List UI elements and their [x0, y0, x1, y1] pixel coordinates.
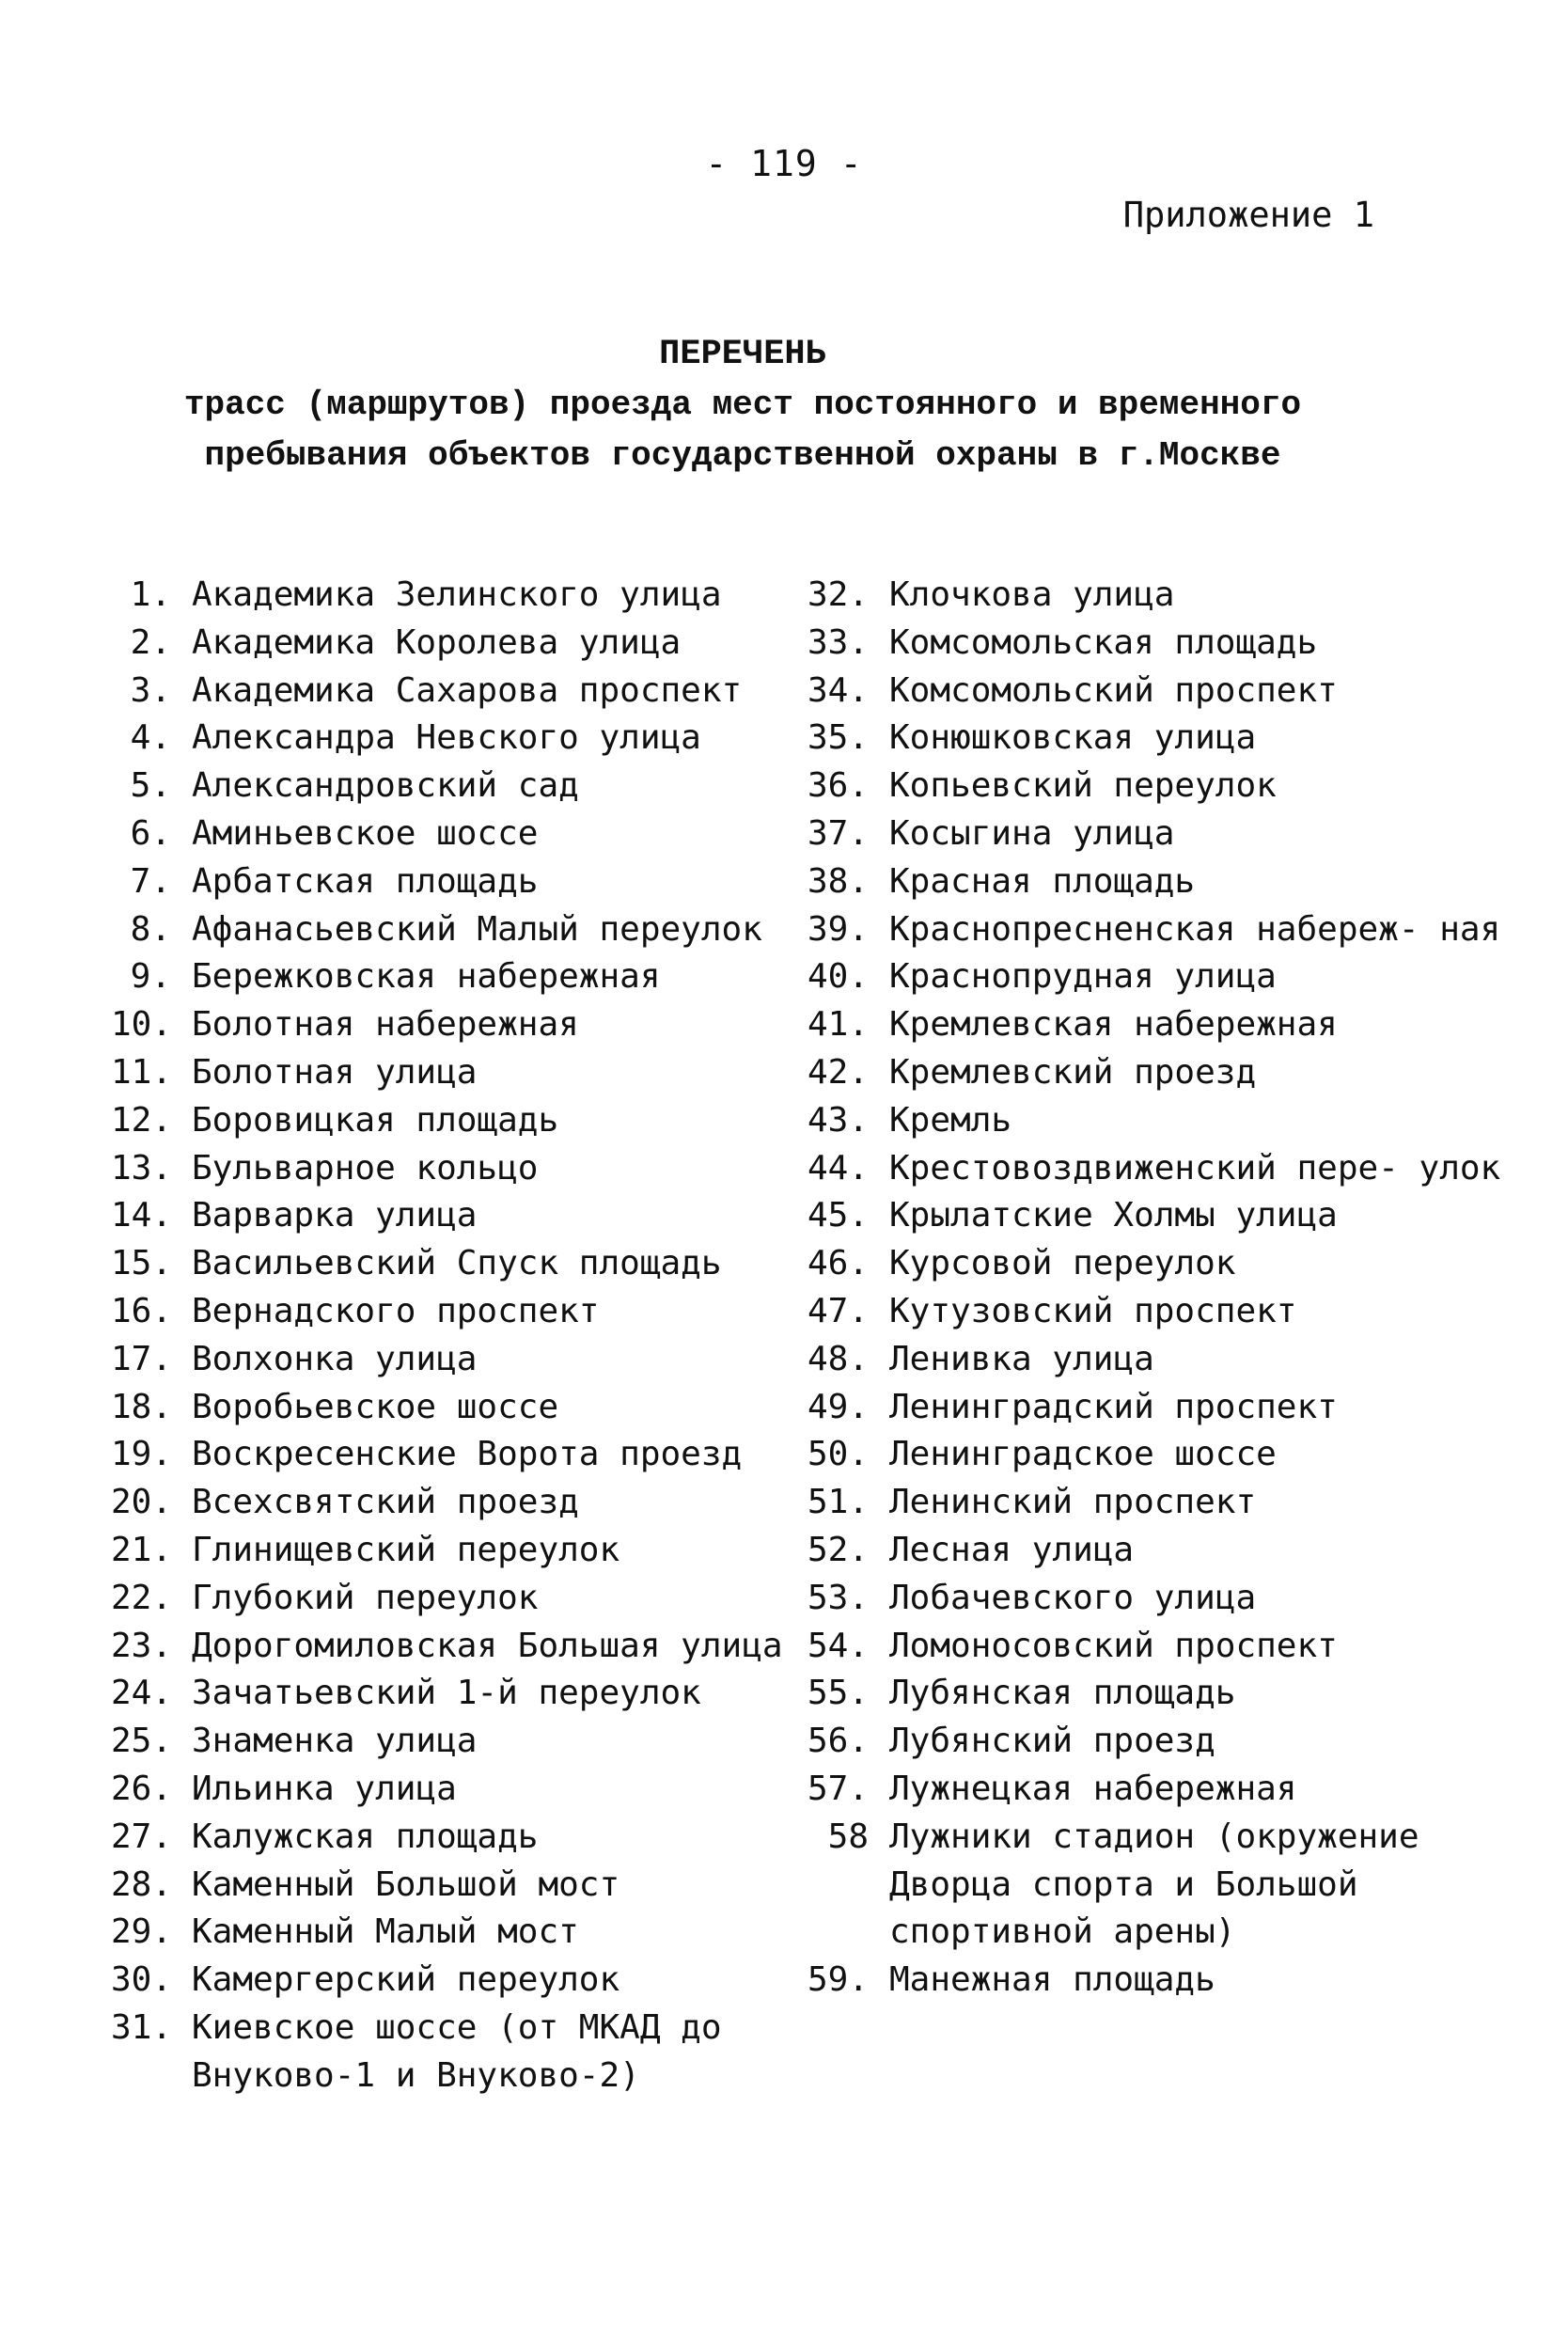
- list-item-text: Лубянский проезд: [889, 1722, 1215, 1761]
- list-item-number: 52.: [807, 1530, 869, 1569]
- list-item-number: 42.: [807, 1052, 869, 1092]
- list-item-number: 40.: [807, 957, 869, 997]
- route-list-right-column: [790, 572, 1504, 2005]
- list-item: [790, 1384, 1504, 1432]
- list-item-number: 17.: [111, 1339, 173, 1378]
- list-item: [111, 906, 807, 954]
- list-item-number: 13.: [111, 1148, 173, 1188]
- list-item-text: Зачатьевский 1-й переулок: [192, 1674, 701, 1713]
- list-item: [790, 1049, 1504, 1097]
- list-item: [111, 1575, 807, 1623]
- list-item-number: 59.: [807, 1960, 869, 2000]
- list-item: [790, 1957, 1504, 2005]
- list-item-text: Волхонка улица: [192, 1339, 478, 1378]
- list-item-number: 56.: [807, 1722, 869, 1761]
- list-item-text: Дорогомиловская Большая улица: [192, 1626, 783, 1665]
- list-item-number: 15.: [111, 1244, 173, 1283]
- list-item-text: Лужнецкая набережная: [889, 1769, 1297, 1808]
- list-item: [111, 1909, 807, 1957]
- list-item-text: Всехсвятский проезд: [192, 1483, 579, 1522]
- list-item-text: Академика Зелинского улица: [192, 575, 722, 614]
- list-item: [111, 1001, 807, 1049]
- list-item-number: 34.: [807, 670, 869, 710]
- list-item-number: 11.: [111, 1052, 173, 1092]
- list-item: [790, 572, 1504, 620]
- list-item-number: 18.: [111, 1387, 173, 1426]
- list-item: [790, 1670, 1504, 1718]
- list-item: [111, 1192, 807, 1240]
- list-item-text: Копьевский переулок: [889, 766, 1277, 806]
- list-item: [111, 715, 807, 763]
- list-item-number: 1.: [130, 575, 171, 614]
- list-item: [790, 1623, 1504, 1671]
- list-item-text: Кремлевская набережная: [889, 1005, 1338, 1045]
- list-item-number: 27.: [111, 1817, 173, 1856]
- list-item-text: Васильевский Спуск площадь: [192, 1244, 722, 1283]
- list-item: [790, 1288, 1504, 1336]
- list-item-text: Краснопрудная улица: [889, 957, 1277, 997]
- list-item-text: Лубянская площадь: [889, 1674, 1236, 1713]
- list-item: [790, 1192, 1504, 1240]
- list-item-number: 45.: [807, 1196, 869, 1235]
- list-item: [790, 1479, 1504, 1527]
- list-item: [790, 1145, 1504, 1193]
- list-item: [790, 715, 1504, 763]
- list-item-number: 5.: [130, 766, 171, 806]
- list-item-number: 6.: [130, 813, 171, 853]
- list-item-text: Боровицкая площадь: [192, 1100, 559, 1140]
- list-item-number: 29.: [111, 1912, 173, 1952]
- list-item-text: Каменный Большой мост: [192, 1864, 620, 1904]
- list-item: [790, 1527, 1504, 1575]
- list-item-number: 21.: [111, 1530, 173, 1569]
- list-item-number: 49.: [807, 1387, 869, 1426]
- list-item-number: 39.: [807, 909, 869, 949]
- list-item-text: Калужская площадь: [192, 1817, 539, 1856]
- list-item-text: Кремль: [889, 1100, 1012, 1140]
- list-item: [790, 1336, 1504, 1384]
- list-item-number: 31.: [111, 2007, 173, 2047]
- list-item: [790, 953, 1504, 1001]
- list-item-number: 32.: [807, 575, 869, 614]
- list-item-number: 24.: [111, 1674, 173, 1713]
- list-item-number: 19.: [111, 1435, 173, 1474]
- list-item: [790, 1431, 1504, 1479]
- list-item-text: Вернадского проспект: [192, 1291, 600, 1330]
- list-item-text: Воробьевское шоссе: [192, 1387, 559, 1426]
- list-item-text: Варварка улица: [192, 1196, 478, 1235]
- list-item-text: Манежная площадь: [889, 1960, 1215, 2000]
- list-item-number: 14.: [111, 1196, 173, 1235]
- list-item-number: 37.: [807, 813, 869, 853]
- list-item-number: 58: [827, 1817, 869, 1856]
- list-item-text: Краснопресненская набереж- ная: [889, 909, 1501, 949]
- list-item-text: Красная площадь: [889, 861, 1196, 901]
- list-item-text: Ломоносовский проспект: [889, 1626, 1338, 1665]
- list-item-number: 7.: [130, 861, 171, 901]
- list-item-text: Лесная улица: [889, 1530, 1135, 1569]
- list-item-number: 44.: [807, 1148, 869, 1188]
- list-item: [790, 810, 1504, 858]
- list-item-text: Болотная улица: [192, 1052, 478, 1092]
- list-item: [111, 810, 807, 858]
- list-item-text: Болотная набережная: [192, 1005, 579, 1045]
- list-item-number: 43.: [807, 1100, 869, 1140]
- list-item-number: 25.: [111, 1722, 173, 1761]
- list-item-number: 55.: [807, 1674, 869, 1713]
- list-item-text: Ленинградский проспект: [889, 1387, 1338, 1426]
- list-item: [111, 2005, 807, 2100]
- list-item-text: Комсомольская площадь: [889, 622, 1318, 662]
- list-item: [790, 1575, 1504, 1623]
- list-item: [111, 668, 807, 716]
- list-item: [111, 1240, 807, 1288]
- list-item: [111, 1479, 807, 1527]
- list-item-number: 46.: [807, 1244, 869, 1283]
- list-item: [111, 1957, 807, 2005]
- list-item-number: 9.: [130, 957, 171, 997]
- list-item-text: Глубокий переулок: [192, 1578, 539, 1617]
- list-item: [790, 1718, 1504, 1766]
- list-item-text: Бульварное кольцо: [192, 1148, 539, 1188]
- list-item-number: 20.: [111, 1483, 173, 1522]
- list-item-number: 28.: [111, 1864, 173, 1904]
- list-item-number: 30.: [111, 1960, 173, 2000]
- list-item: [111, 858, 807, 906]
- list-item-number: 8.: [130, 909, 171, 949]
- list-item-text: Комсомольский проспект: [889, 670, 1338, 710]
- list-item-number: 38.: [807, 861, 869, 901]
- list-item: [111, 1431, 807, 1479]
- list-item-number: 26.: [111, 1769, 173, 1808]
- list-item-text: Бережковская набережная: [192, 957, 661, 997]
- list-item: [790, 858, 1504, 906]
- document-subtitle-line-2: пребывания объектов государственной охраны в г.Москве: [204, 436, 1281, 475]
- list-item-number: 33.: [807, 622, 869, 662]
- appendix-label: Приложение 1: [1122, 195, 1374, 235]
- list-item-number: 47.: [807, 1291, 869, 1330]
- list-item-text: Арбатская площадь: [192, 861, 539, 901]
- list-item-text: Курсовой переулок: [889, 1244, 1236, 1283]
- list-item-number: 2.: [130, 622, 171, 662]
- list-item-number: 41.: [807, 1005, 869, 1045]
- list-item: [111, 1766, 807, 1814]
- list-item: [111, 572, 807, 620]
- list-item: [111, 1623, 807, 1671]
- list-item: [111, 1384, 807, 1432]
- list-item-text: Ленинградское шоссе: [889, 1435, 1277, 1474]
- list-item: [111, 1527, 807, 1575]
- list-item-text: Ленивка улица: [889, 1339, 1154, 1378]
- list-item-number: 54.: [807, 1626, 869, 1665]
- list-item-text: Крылатские Холмы улица: [889, 1196, 1338, 1235]
- list-item-text: Камергерский переулок: [192, 1960, 620, 2000]
- list-item-number: 57.: [807, 1769, 869, 1808]
- route-list-left-column: [111, 572, 807, 2100]
- list-item-text: Знаменка улица: [192, 1722, 478, 1761]
- list-item: [790, 668, 1504, 716]
- list-item-text: Лужники стадион (окружение Дворца спорта и Большой спортивной арены): [889, 1817, 1419, 1952]
- list-item: [790, 620, 1504, 668]
- list-item-number: 23.: [111, 1626, 173, 1665]
- list-item-text: Александровский сад: [192, 766, 579, 806]
- list-item: [790, 1240, 1504, 1288]
- list-item: [111, 620, 807, 668]
- list-item: [111, 1049, 807, 1097]
- list-item-number: 16.: [111, 1291, 173, 1330]
- list-item: [111, 1097, 807, 1145]
- list-item-number: 50.: [807, 1435, 869, 1474]
- list-item: [111, 1862, 807, 1910]
- list-item-text: Аминьевское шоссе: [192, 813, 539, 853]
- list-item-number: 48.: [807, 1339, 869, 1378]
- list-item-number: 4.: [130, 718, 171, 758]
- list-item-text: Воскресенские Ворота проезд: [192, 1435, 743, 1474]
- list-item: [111, 1718, 807, 1766]
- list-item: [790, 1766, 1504, 1814]
- list-item: [790, 1814, 1504, 1957]
- list-item-number: 35.: [807, 718, 869, 758]
- list-item-text: Крестовоздвиженский пере- улок: [889, 1148, 1501, 1188]
- document-subtitle-line-1: трасс (маршрутов) проезда мест постоянного и временного: [183, 385, 1302, 424]
- page-number: - 119 -: [705, 143, 863, 184]
- list-item-text: Кутузовский проспект: [889, 1291, 1297, 1330]
- list-item-text: Ленинский проспект: [889, 1483, 1257, 1522]
- list-item-number: 3.: [130, 670, 171, 710]
- list-item-text: Каменный Малый мост: [192, 1912, 579, 1952]
- list-item: [790, 1001, 1504, 1049]
- list-item-number: 51.: [807, 1483, 869, 1522]
- list-item-text: Клочкова улица: [889, 575, 1175, 614]
- list-item-text: Кремлевский проезд: [889, 1052, 1257, 1092]
- list-item-text: Ильинка улица: [192, 1769, 457, 1808]
- document-title: ПЕРЕЧЕНЬ: [659, 335, 826, 374]
- list-item-number: 12.: [111, 1100, 173, 1140]
- list-item-text: Афанасьевский Малый переулок: [192, 909, 762, 949]
- list-item-text: Лобачевского улица: [889, 1578, 1257, 1617]
- list-item-number: 36.: [807, 766, 869, 806]
- list-item-text: Академика Королева улица: [192, 622, 682, 662]
- document-title-block: [0, 331, 1485, 480]
- list-item-text: Глинищевский переулок: [192, 1530, 620, 1569]
- list-item: [111, 763, 807, 810]
- list-item: [790, 1097, 1504, 1145]
- list-item: [111, 953, 807, 1001]
- list-item-text: Киевское шоссе (от МКАД до Внуково-1 и Внуково-2): [192, 2007, 722, 2095]
- list-item-number: 53.: [807, 1578, 869, 1617]
- list-item: [111, 1670, 807, 1718]
- list-item-text: Конюшковская улица: [889, 718, 1257, 758]
- list-item: [111, 1336, 807, 1384]
- route-list: [111, 572, 1501, 2114]
- list-item-text: Академика Сахарова проспект: [192, 670, 743, 710]
- list-item-number: 22.: [111, 1578, 173, 1617]
- list-item: [790, 906, 1504, 954]
- list-item: [111, 1145, 807, 1193]
- list-item-number: 10.: [111, 1005, 173, 1045]
- list-item-text: Косыгина улица: [889, 813, 1175, 853]
- list-item: [111, 1814, 807, 1862]
- list-item: [111, 1288, 807, 1336]
- list-item-text: Александра Невского улица: [192, 718, 701, 758]
- list-item: [790, 763, 1504, 810]
